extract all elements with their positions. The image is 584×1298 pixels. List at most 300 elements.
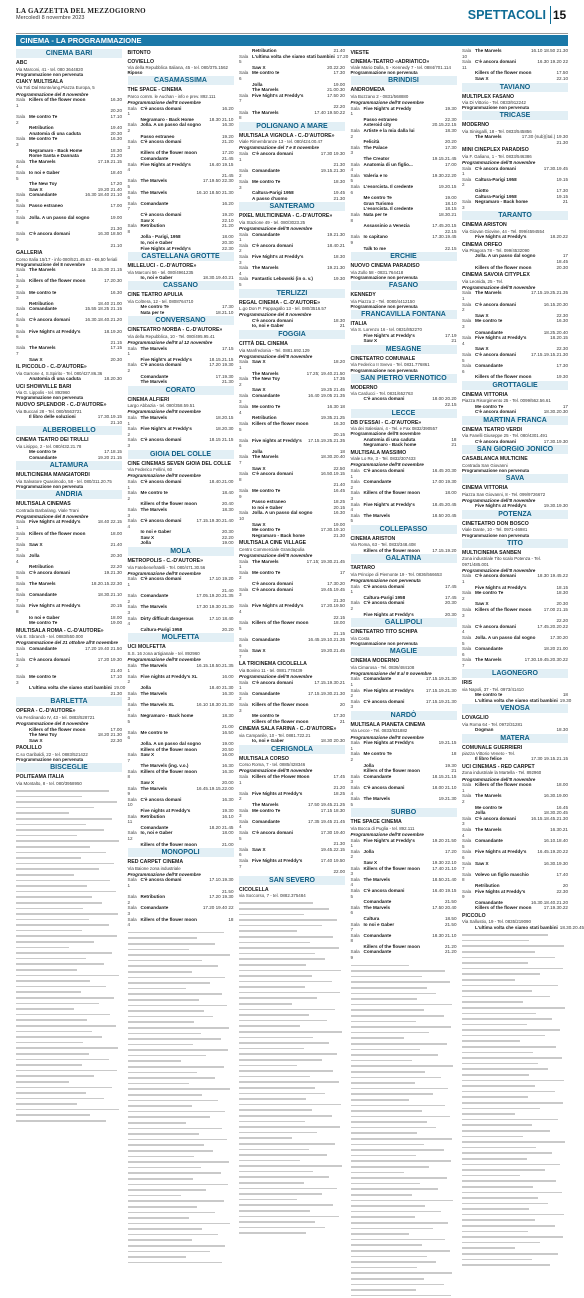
showtime-row: [462, 861, 568, 872]
film-title: Killers of the flower moon: [29, 530, 86, 536]
screen-label: Sala 3: [350, 865, 360, 877]
film-title: The Marvels: [140, 506, 168, 512]
screen-label: Sala 3: [239, 392, 249, 404]
film-title: Io noi e Gaber: [29, 169, 60, 175]
illegible-bar: [351, 1155, 417, 1157]
screen-label: Sala 3: [16, 673, 26, 685]
illegible-bar: [462, 1136, 523, 1138]
programme-date: Programmazione dell'8 novembre: [239, 353, 313, 359]
illegible-bar: [239, 1053, 337, 1055]
film-title: C'è ancora domani: [363, 887, 405, 893]
showtimes: 17.00: [110, 203, 122, 209]
illegible-bar: [462, 1219, 535, 1221]
film-title: C'è ancora domani: [252, 679, 293, 685]
cinema-name: CINEMA SALA FARINA - C.-D'AUTORE»: [239, 726, 337, 733]
illegible-bar: [16, 1059, 109, 1061]
showtimes: 22.15: [445, 228, 457, 234]
illegible-bar: [351, 1049, 421, 1051]
showtimes: 21.00.30: [327, 87, 345, 93]
film-title: Saw X: [252, 359, 266, 365]
showtimes: 18.30.20.45: [559, 924, 584, 930]
showtimes: 17.15.19.20: [432, 547, 457, 553]
cinema-address: Via Roma, 63 - Tel. 0833/348.408: [350, 542, 416, 548]
showtime-row: [16, 592, 122, 603]
illegible-bar: [239, 925, 322, 927]
illegible-bar: [239, 1042, 329, 1044]
film-title: Me contro te: [252, 713, 280, 719]
cinema-name: GALLERIA: [16, 250, 43, 257]
screen-label: [351, 246, 364, 252]
showtimes: 22.15: [333, 614, 345, 620]
showtimes: 17.15.19.25.21.35: [307, 437, 345, 443]
screen-label: Sala 4: [16, 552, 26, 564]
film-title: C'è ancora domani: [475, 815, 516, 821]
film-title: Me contro te: [475, 804, 503, 810]
film-title: [252, 869, 332, 875]
cinema-name: UCI SHOWVILLE BARI: [16, 383, 72, 390]
showtime-row: [128, 713, 234, 724]
screen-label: Sala 3: [239, 807, 249, 819]
film-title: Caltura-Parigi 1958: [475, 193, 517, 199]
film-title: Me contro Te: [252, 178, 281, 184]
showtimes: 17.15: [110, 345, 122, 351]
showtime-row: [128, 190, 234, 201]
illegible-bar: [462, 1186, 533, 1188]
showtimes: 17.20.19.50: [320, 603, 345, 609]
screen-label: [128, 310, 141, 316]
illegible-bar: [239, 1232, 306, 1234]
programme-date: Programmazione del 8 novembre: [16, 513, 89, 519]
film-title: Killers of the flower moon: [29, 726, 86, 732]
showtime-row: [16, 159, 122, 170]
screen-label: Sala 5: [462, 634, 472, 646]
showtime-row: [16, 553, 122, 564]
showtimes: 16.30: [110, 136, 122, 142]
illegible-bar: [462, 1102, 563, 1104]
screen-label: Sala 7: [462, 657, 472, 668]
illegible-bar: [462, 1013, 536, 1015]
cinema-address: Corso Italia 15/17 - info 080/521.45.63 - €6,50 feriali: [16, 256, 118, 262]
showtime-row: [239, 232, 345, 243]
illegible-bar: [128, 993, 222, 995]
illegible-bar: [462, 934, 548, 936]
illegible-bar: [239, 1115, 332, 1117]
showtime-row: [351, 173, 457, 184]
illegible-bar: [462, 990, 532, 992]
showtime-row: [128, 507, 234, 518]
film-title: Killers of the flower moon: [29, 97, 86, 103]
illegible-bar: [16, 829, 104, 831]
illegible-bar: [16, 1008, 74, 1010]
illegible-bar: [351, 1160, 452, 1162]
cinema-address: Piazza San Giovanni, 8 - Tel. 099/9726672: [462, 491, 546, 497]
screen-label: Sala 2: [16, 657, 26, 668]
film-title: Me contro Te: [29, 620, 58, 626]
showtimes: 18.45.20.45: [432, 501, 457, 507]
showtime-row: [239, 243, 345, 254]
film-title: Retribution: [140, 894, 165, 900]
cinema-address: Parco comm. le Auchan - info e prev. 892.111: [127, 93, 216, 99]
film-title: [29, 420, 109, 426]
showtimes: 19.21.30: [104, 569, 122, 575]
screen-label: Sala 1: [462, 782, 472, 793]
screen-label: Sala 3: [127, 604, 137, 615]
cinema-name: CINETEATRO TITO SCHIPA: [350, 629, 418, 636]
showtime-row: [462, 657, 568, 668]
illegible-bar: [239, 1143, 335, 1145]
screen-label: Sala 4: [239, 265, 249, 276]
illegible-line: [462, 1262, 568, 1268]
column-3: [239, 48, 349, 899]
illegible-bar: [239, 1227, 325, 1229]
illegible-bar: [16, 1014, 110, 1016]
illegible-bar: [239, 1126, 340, 1128]
film-title: Five Night's at Freddy's: [252, 254, 304, 260]
screen-label: Sala 12: [127, 830, 137, 841]
showtimes: 21: [451, 768, 457, 774]
illegible-bar: [128, 1088, 231, 1090]
film-title: Me contro te: [140, 729, 168, 735]
city-heading: TITO: [462, 539, 568, 548]
showtimes: 22.10: [556, 75, 568, 81]
showtime-row: [462, 727, 568, 733]
showtimes: 17.10 18.40: [209, 615, 234, 621]
film-title: The Marvels: [140, 178, 168, 184]
screen-label: Sala 6: [239, 846, 249, 858]
showtime-row: [462, 48, 568, 59]
film-title: C'è ancora domani: [252, 829, 293, 835]
cinema-name: COVIELLO: [127, 58, 155, 65]
film-title: Comandante: [363, 479, 392, 485]
film-title: Fantastic Lebowski (in o. v.): [252, 276, 313, 282]
showtimes: 16.30 19.20 22: [537, 59, 568, 65]
illegible-bar: [16, 1120, 106, 1122]
showtime-row: [16, 357, 122, 363]
showtimes: 21.30: [110, 690, 122, 696]
showtimes: 17.19.50 22.30: [202, 178, 234, 184]
showtime-row: [128, 814, 234, 825]
cinema-address: Via Carducci - Tel. 0831/652763: [350, 391, 413, 397]
cinema-address: Via Pitagora 78 - Tel. 099/4532090: [462, 248, 530, 254]
film-title: Saw X: [252, 465, 266, 471]
film-title: Saw X: [29, 541, 43, 547]
showtime-row: [351, 479, 457, 490]
screen-label: Sala 1: [239, 359, 249, 370]
showtimes: 16.20: [222, 105, 234, 111]
showtime-row: [462, 265, 568, 271]
illegible-bar: [239, 1171, 313, 1173]
screen-label: [462, 503, 475, 509]
screen-label: Sala 7: [127, 200, 137, 212]
film-title: Comandante: [252, 392, 280, 398]
showtime-row: [351, 246, 457, 252]
showtimes: 16.10: [222, 813, 234, 819]
film-title: C'è ancora domani: [475, 573, 516, 579]
film-title: Five nights at Freddy's: [252, 437, 302, 443]
showtimes: 18.40: [222, 490, 234, 496]
screen-label: Sala 8: [350, 211, 360, 223]
illegible-bar: [351, 1289, 417, 1291]
showtimes: 18.50 20.45: [432, 512, 457, 518]
film-title: The Marvels: [29, 267, 56, 273]
showtimes: 16.30: [333, 510, 345, 516]
illegible-bar: [128, 1010, 204, 1012]
showtimes: 18.30: [445, 128, 457, 134]
screen-label: Sala 1: [239, 679, 249, 691]
illegible-bar: [239, 992, 340, 994]
showtimes: 17.00 19.30: [432, 479, 457, 485]
showtimes: 17.40: [556, 871, 568, 877]
showtime-row: [16, 114, 122, 125]
illegible-bar: [239, 1081, 339, 1083]
illegible-bar: [16, 874, 74, 876]
film-title: Comandante: [140, 156, 169, 162]
illegible-bar: [351, 1233, 409, 1235]
cinema-name: CINETEATRO COMUNALE: [350, 355, 416, 362]
screen-label: Sala 6: [239, 70, 249, 81]
showtimes: 21.40: [110, 668, 122, 674]
film-title: Comandante: [363, 932, 392, 938]
film-title: Me contro Te: [29, 113, 58, 119]
film-title: Five Night's at Freddy: [363, 105, 412, 111]
programme-date: Programmazione dell'8 novembre: [127, 473, 201, 479]
illegible-bar: [16, 812, 69, 814]
film-title: Dogman: [475, 727, 494, 733]
film-title: Comandante: [29, 592, 57, 598]
film-title: C'è ancora domani: [252, 317, 293, 323]
cinema-name: CINEMA SAVOIA CITYPLEX: [462, 272, 530, 279]
screen-label: Sala 1: [350, 105, 360, 117]
showtimes: 19.21.15: [438, 740, 457, 746]
showtimes: 17.20 19.40 21.50: [84, 646, 122, 651]
film-title: Artiste e la mia dalla lui: [363, 128, 415, 134]
issue-date: Mercoledì 8 novembre 2023: [16, 15, 85, 21]
screen-label: [462, 409, 475, 415]
illegible-bar: [239, 964, 306, 966]
cinema-address: Via Bovino 11 - tel. 0881.778439: [239, 667, 303, 673]
screen-label: [462, 76, 475, 82]
showtime-row: [239, 847, 345, 858]
showtimes: 18.20 21.30: [97, 732, 122, 738]
showtimes: 18.21.10: [215, 309, 234, 315]
showtimes: 17.10: [110, 113, 122, 119]
film-title: Assassinio a Venezia: [363, 223, 410, 229]
city-heading: ALBEROBELLO: [16, 426, 122, 435]
screen-label: Sala 5: [462, 838, 472, 849]
screen-label: Sala 2: [239, 376, 249, 387]
cinema-name: UCI MOLFETTA: [127, 644, 166, 651]
showtime-row: [351, 548, 457, 554]
programme-date: Programmazione dell'8 novembre: [239, 553, 313, 559]
illegible-bar: [16, 1087, 112, 1089]
illegible-bar: [351, 1267, 418, 1269]
showtime-row: [128, 479, 234, 490]
screen-label: [239, 869, 252, 875]
showtime-row: [351, 751, 457, 762]
film-title: The Marvels: [140, 785, 168, 791]
film-title: Saw X: [252, 387, 266, 393]
showtimes: 22.30: [110, 737, 122, 743]
showtime-row: [128, 691, 234, 702]
film-title: Saw X: [252, 846, 266, 852]
illegible-bar: [128, 1111, 226, 1113]
showtime-row: [239, 151, 345, 162]
illegible-bar: [462, 1192, 562, 1194]
screen-label: Sala 2: [16, 113, 26, 125]
programme-date: Programmazione del 21 ottobre all'8 novembre: [16, 640, 118, 646]
film-title: Saw X: [29, 186, 43, 192]
film-title: The Marvels: [252, 558, 279, 564]
showtimes: 16.10 18.50 21.30: [196, 189, 234, 195]
screen-label: [128, 842, 141, 848]
screen-label: [128, 379, 141, 385]
showtimes: 18.30 21.10: [209, 116, 234, 122]
illegible-line: [16, 1118, 122, 1124]
film-title: C'è ancora domani: [475, 623, 516, 629]
showtimes: 19.15.21.30: [320, 167, 345, 173]
showtime-row: [239, 323, 345, 329]
showtime-row: [239, 488, 345, 499]
showtimes: 18.30.21: [438, 211, 457, 217]
film-title: C'è ancora domani: [140, 362, 182, 368]
showtimes: 17.05.19.20.21.35: [196, 593, 234, 599]
illegible-bar: [16, 885, 87, 887]
showtimes: 17.30.19.15: [97, 414, 122, 420]
showtime-row: [128, 178, 234, 189]
illegible-bar: [239, 919, 337, 921]
film-title: Negramaro - Back home: [140, 712, 194, 718]
screen-label: Sala 3: [239, 178, 249, 190]
illegible-bar: [351, 1256, 427, 1258]
cinema-name: VIESTE: [350, 50, 369, 56]
illegible-bar: [462, 1096, 528, 1098]
screen-label: Sala 7: [16, 345, 26, 357]
film-title: Asteroid city: [363, 122, 392, 128]
cinema-name: CINE CINEMAS SEVEN GIOIA DEL COLLE: [127, 460, 231, 467]
film-title: Comandante: [475, 363, 503, 369]
showtime-row: [239, 93, 345, 104]
film-title: Saw X: [252, 521, 266, 527]
screen-label: [462, 265, 475, 271]
illegible-bar: [239, 1087, 315, 1089]
showtime-row: [128, 797, 234, 808]
illegible-bar: [462, 940, 529, 942]
showtimes: 19.20: [222, 211, 234, 217]
screen-label: Sala 5: [350, 796, 360, 807]
screen-label: Sala 4: [350, 876, 360, 888]
illegible-bar: [351, 1211, 441, 1213]
illegible-bar: [351, 1088, 449, 1090]
cinema-name: CINETEATRO NORBA - C.-D'AUTORE»: [127, 327, 223, 334]
screen-label: [462, 439, 475, 445]
showtime-row: [351, 145, 457, 156]
showtimes: 21.45: [222, 172, 234, 178]
cinema-name: MULTISALA PIANETA CINEMA: [350, 721, 426, 728]
cinema-address: Centro Commerciale Grandapulia: [239, 546, 305, 552]
film-title: Me contro te: [140, 490, 168, 496]
showtime-row: [128, 894, 234, 905]
showtimes: 21.15: [110, 339, 122, 345]
film-title: C'è ancora domani: [363, 784, 405, 790]
illegible-bar: [351, 1054, 439, 1056]
showtime-row: [239, 254, 345, 265]
screen-label: Sala 1: [350, 676, 360, 687]
cinema-name: OPERA - C.-D'AUTORE»: [16, 708, 76, 715]
illegible-bar: [128, 1060, 181, 1062]
illegible-bar: [16, 891, 116, 893]
screen-label: Sala 9: [239, 488, 249, 499]
film-title: Comandante: [140, 824, 169, 830]
illegible-bar: [351, 970, 445, 972]
cinema-name: CINEMA-TEATRO «ADRIATICO»: [350, 58, 430, 65]
film-title: Io noi e Gaber: [252, 504, 283, 510]
cinema-address: Via Bozzano 2 - 0831/568880: [350, 93, 409, 99]
film-title: Anatomia di una caduta: [363, 436, 416, 442]
showtimes: 19.45.22.15: [320, 846, 345, 852]
illegible-bar: [351, 1272, 453, 1274]
city-heading: BARLETTA: [16, 697, 122, 706]
showtimes: 17.15.19.21.30: [425, 698, 457, 704]
showtimes: 19.00: [333, 81, 345, 87]
showtime-row: [16, 519, 122, 530]
screen-label: Sala 2: [127, 593, 137, 604]
showtime-row: [128, 593, 234, 604]
illegible-bar: [239, 1154, 327, 1156]
film-title: Io, noi e Gaber: [252, 323, 284, 329]
screen-label: Sala 4: [127, 615, 137, 627]
screen-label: Sala 6: [16, 328, 26, 340]
illegible-bar: [128, 1016, 214, 1018]
film-title: C'è ancora domani: [140, 877, 182, 883]
film-title: The Marvels: [475, 827, 502, 832]
showtimes: 18.40.21: [327, 242, 345, 248]
illegible-bar: [128, 1133, 199, 1135]
showtimes: 17.15.19.30.21.30: [307, 690, 345, 696]
cinema-address: Via Di Vittorio - Tel. 0833/912242: [462, 100, 526, 106]
showtime-row: [462, 838, 568, 849]
city-heading: SURBO: [351, 808, 457, 817]
cinema-name: MULTISALA CINEMAS: [16, 501, 71, 508]
showtime-row: [128, 201, 234, 212]
screen-label: Sala 1: [127, 415, 137, 426]
film-title: Passo estraneo: [252, 499, 286, 505]
film-title: Io, noi e Gaber: [140, 274, 173, 280]
film-title: Jolla. A un passo dal sogno: [475, 253, 536, 259]
cinema-name: CINEMA TEATRO VERDI: [462, 426, 522, 433]
cinema-name: REGAL CINEMA - C.-D'AUTORE»: [239, 299, 320, 306]
film-title: Io capitano: [363, 234, 388, 240]
showtimes: 18.30: [333, 254, 345, 260]
showtimes: 16.40 19.05 21.35: [307, 392, 345, 398]
illegible-bar: [462, 1264, 550, 1266]
illegible-bar: [462, 957, 555, 959]
film-title: Five Night's at Freddy's: [475, 503, 527, 509]
showtimes: 18.15 21.15: [209, 437, 234, 443]
film-title: Jolla: [363, 762, 374, 768]
screen-label: Sala 2: [350, 479, 360, 490]
illegible-bar: [128, 1178, 194, 1180]
film-title: Comandante: [475, 899, 503, 905]
film-title: Comandante: [475, 329, 503, 335]
film-title: The Marvels XL: [140, 701, 175, 707]
showtimes: 19.20: [222, 133, 234, 139]
showtimes: 21.50: [222, 888, 234, 894]
showtimes: 21: [339, 718, 345, 724]
cinema-address: Viale Dante, 10 - Tel. 0971-46981: [462, 527, 528, 533]
showtimes: 18.19.20: [104, 328, 122, 334]
screen-label: Sala 1: [127, 576, 137, 587]
screen-label: Sala 2: [127, 122, 137, 134]
